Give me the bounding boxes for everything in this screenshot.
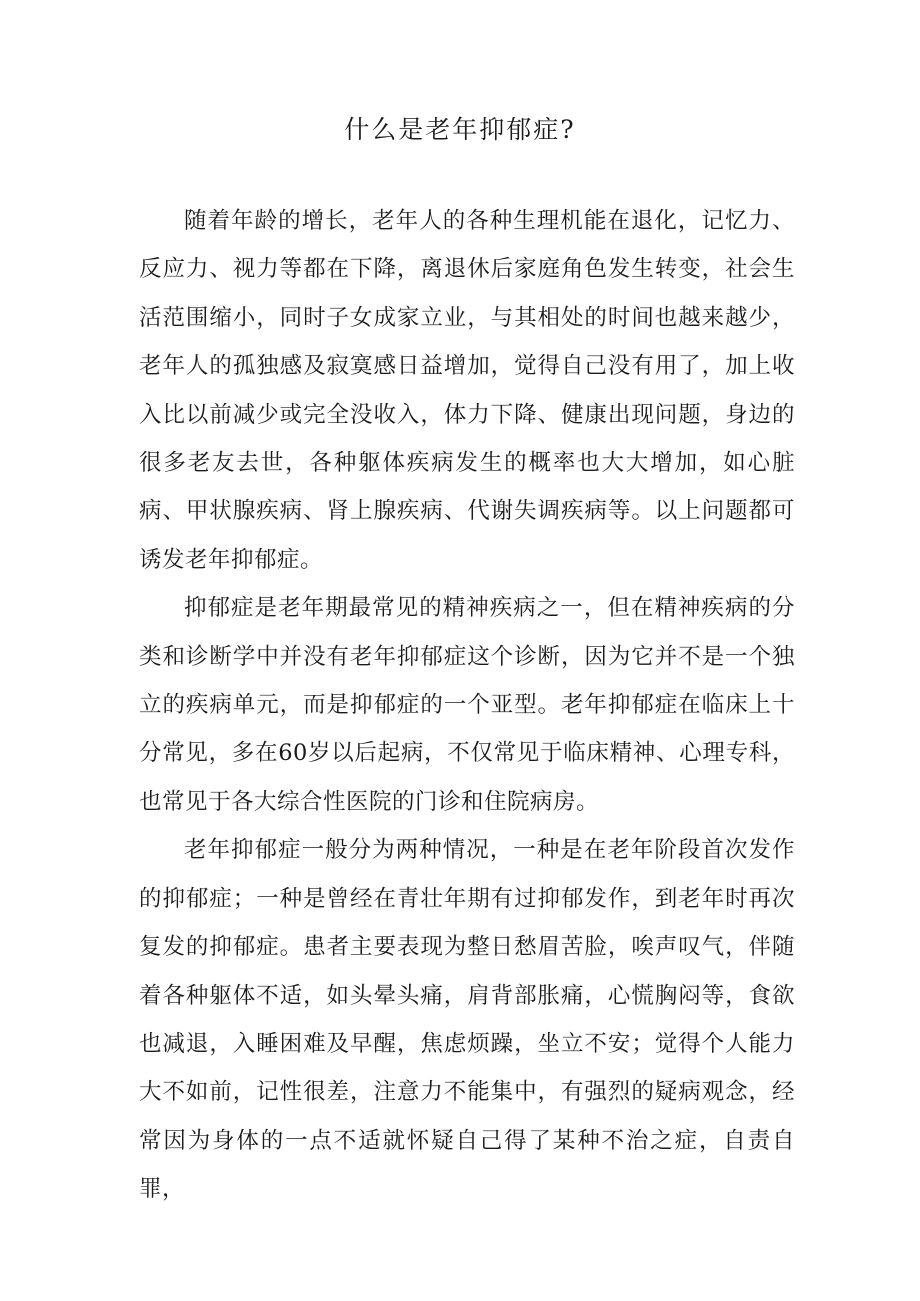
document-body [139, 197, 795, 1214]
paragraph-symptoms: 老年抑郁症一般分为两种情况，一种是在老年阶段首次发作的抑郁症；一种是曾经在青壮年期有过抑郁发作，到老年时再次复发的抑郁症。患者主要表现为整日愁眉苦脸，唉声叹气，伴随着各种躯体不适，如头晕头痛，肩背部胀痛，心慌胸闷等，食欲也减退，入睡困难及早醒，焦虑烦躁，坐立不安；觉得个人能力大不如前，记性很差，注意力不能集中，有强烈的疑病观念，经常因为身体的一点不适就怀疑自己得了某种不治之症，自责自罪， [139, 837, 795, 1203]
paragraph-definition: 抑郁症是老年期最常见的精神疾病之一，但在精神疾病的分类和诊断学中并没有老年抑郁症这个诊断，因为它并不是一个独立的疾病单元，而是抑郁症的一个亚型。老年抑郁症在临床上十分常见，多在60岁以后起病，不仅常见于临床精神、心理专科，也常见于各大综合性医院的门诊和住院病房。 [139, 595, 795, 815]
paragraph-causes: 随着年龄的增长，老年人的各种生理机能在退化，记忆力、反应力、视力等都在下降，离退休后家庭角色发生转变，社会生活范围缩小，同时子女成家立业，与其相处的时间也越来越少，老年人的孤独感及寂寞感日益增加，觉得自己没有用了，加上收入比以前减少或完全没收入，体力下降、健康出现问题，身边的很多老友去世，各种躯体疾病发生的概率也大大增加，如心脏病、甲状腺疾病、肾上腺疾病、代谢失调疾病等。以上问题都可诱发老年抑郁症。 [139, 208, 795, 573]
document-title: 什么是老年抑郁症? [344, 115, 576, 144]
